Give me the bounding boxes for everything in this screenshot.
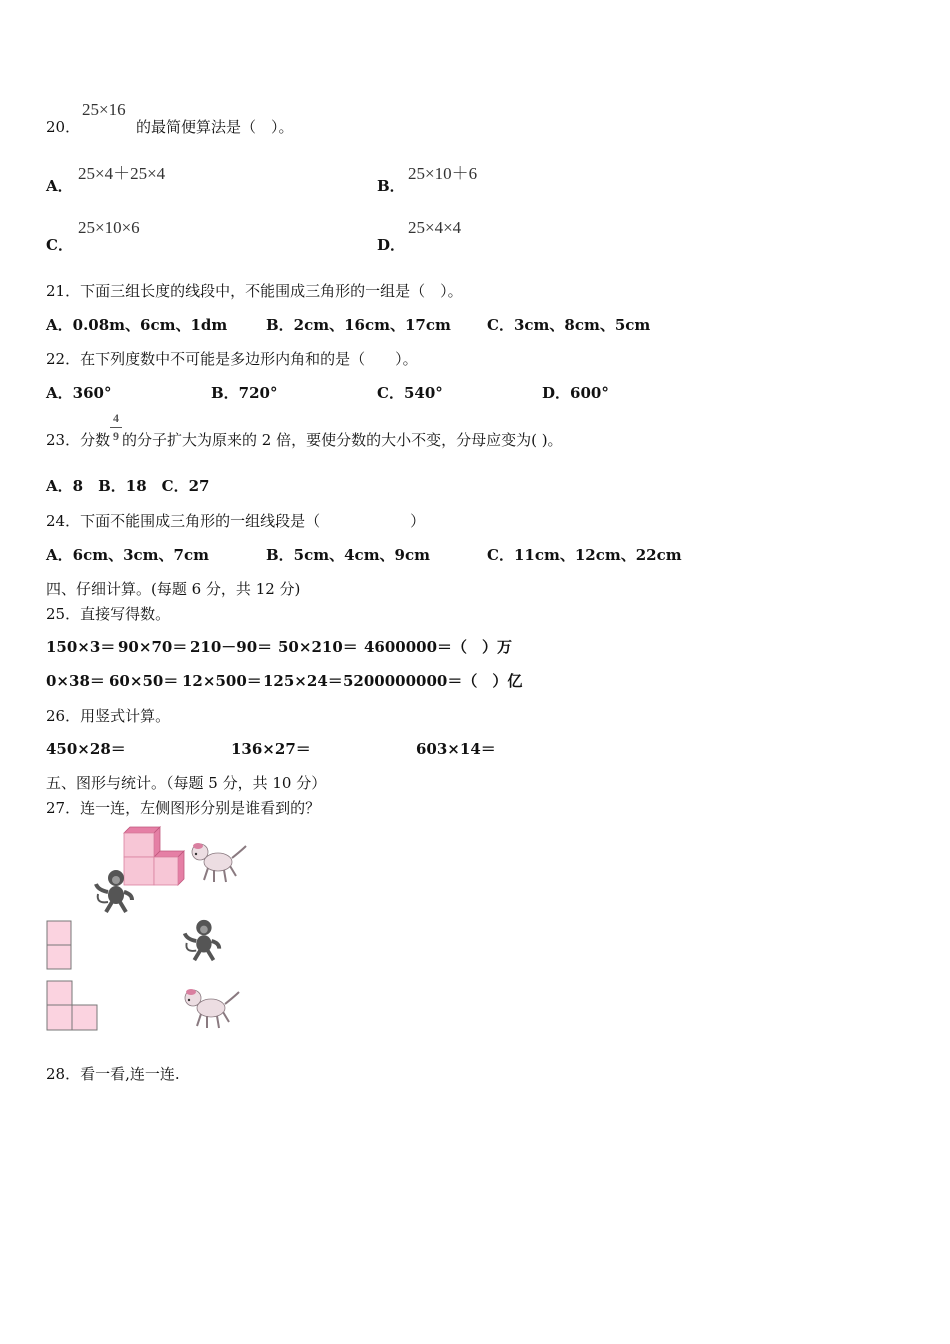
monkey-icon [92, 868, 136, 916]
q20-option-d-label: D． [377, 236, 406, 254]
q21-option-b: B．2cm、16cm、17cm [266, 316, 451, 334]
q20-option-c-label: C． [46, 236, 73, 254]
q20-option-d-expr: 25×4×4 [408, 218, 462, 237]
q24-text: 24．下面不能围成三角形的一组线段是（ ） [46, 512, 426, 530]
q25-row2-item-2: 60×50＝ [109, 672, 179, 690]
q20-expression: 25×16 [82, 100, 126, 119]
q25-text: 25．直接写得数。 [46, 605, 171, 623]
q24-option-a: A．6cm、3cm、7cm [46, 546, 209, 564]
q22-option-b: B．720° [211, 384, 278, 402]
q26-item-1: 450×28＝ [46, 740, 126, 758]
q23-fraction-numerator: 4 [113, 411, 119, 425]
q20-text: 的最简便算法是（ ）。 [136, 118, 294, 136]
q23-fraction-denominator: 9 [113, 429, 119, 443]
q20-option-b-expr: 25×10＋6 [408, 164, 478, 183]
q25-row2-item-4: 125×24＝ [263, 672, 343, 690]
q21-option-c: C．3cm、8cm、5cm [487, 316, 651, 334]
q27-text: 27．连一连，左侧图形分别是谁看到的？ [46, 799, 321, 817]
section-5-heading: 五、图形与统计。（每题 5 分，共 10 分） [46, 774, 327, 792]
q22-option-a: A．360° [46, 384, 112, 402]
q25-row2-item-5: 5200000000＝（ ）亿 [343, 672, 523, 690]
q20-option-c-expr: 25×10×6 [78, 218, 140, 237]
q26-item-3: 603×14＝ [416, 740, 496, 758]
q23-options: A．8 B．18 C．27 [46, 477, 210, 495]
q25-row1-item-5: 4600000＝（ ）万 [364, 638, 513, 656]
dog-icon [180, 986, 242, 1030]
q22-option-c: C．540° [377, 384, 443, 402]
q23-text-pre: 23．分数 [46, 431, 111, 449]
monkey-icon [180, 918, 224, 964]
q25-row2-item-3: 12×500＝ [182, 672, 262, 690]
view-figure-two-stacked [46, 920, 74, 972]
q21-option-a: A．0.08m、6cm、1dm [46, 316, 228, 334]
q25-row1-item-4: 50×210＝ [278, 638, 358, 656]
section-4-heading: 四、仔细计算。(每题 6 分，共 12 分) [46, 580, 301, 598]
q20-option-a-label: A． [46, 177, 73, 195]
dog-icon [188, 840, 248, 884]
q24-option-b: B．5cm、4cm、9cm [266, 546, 431, 564]
q25-row2-item-1: 0×38＝ [46, 672, 105, 690]
q26-item-2: 136×27＝ [231, 740, 311, 758]
q25-row1-item-3: 210－90＝ [190, 638, 273, 656]
q21-text: 21．下面三组长度的线段中，不能围成三角形的一组是（ ）。 [46, 282, 463, 300]
q20-number: 20． [46, 118, 81, 136]
q24-option-c: C．11cm、12cm、22cm [487, 546, 682, 564]
q20-option-a-expr: 25×4＋25×4 [78, 164, 166, 183]
q20-option-b-label: B． [377, 177, 405, 195]
q23-fraction [110, 411, 122, 444]
q25-row1-item-2: 90×70＝ [118, 638, 188, 656]
q23-text-post: 的分子扩大为原来的 2 倍，要使分数的大小不变，分母应变为( )。 [122, 431, 563, 449]
q22-option-d: D．600° [542, 384, 609, 402]
view-figure-l-shape [46, 980, 100, 1032]
q26-text: 26．用竖式计算。 [46, 707, 171, 725]
q22-text: 22．在下列度数中不可能是多边形内角和的是（ ）。 [46, 350, 418, 368]
q25-row1-item-1: 150×3＝ [46, 638, 116, 656]
q28-text: 28．看一看,连一连. [46, 1065, 180, 1083]
